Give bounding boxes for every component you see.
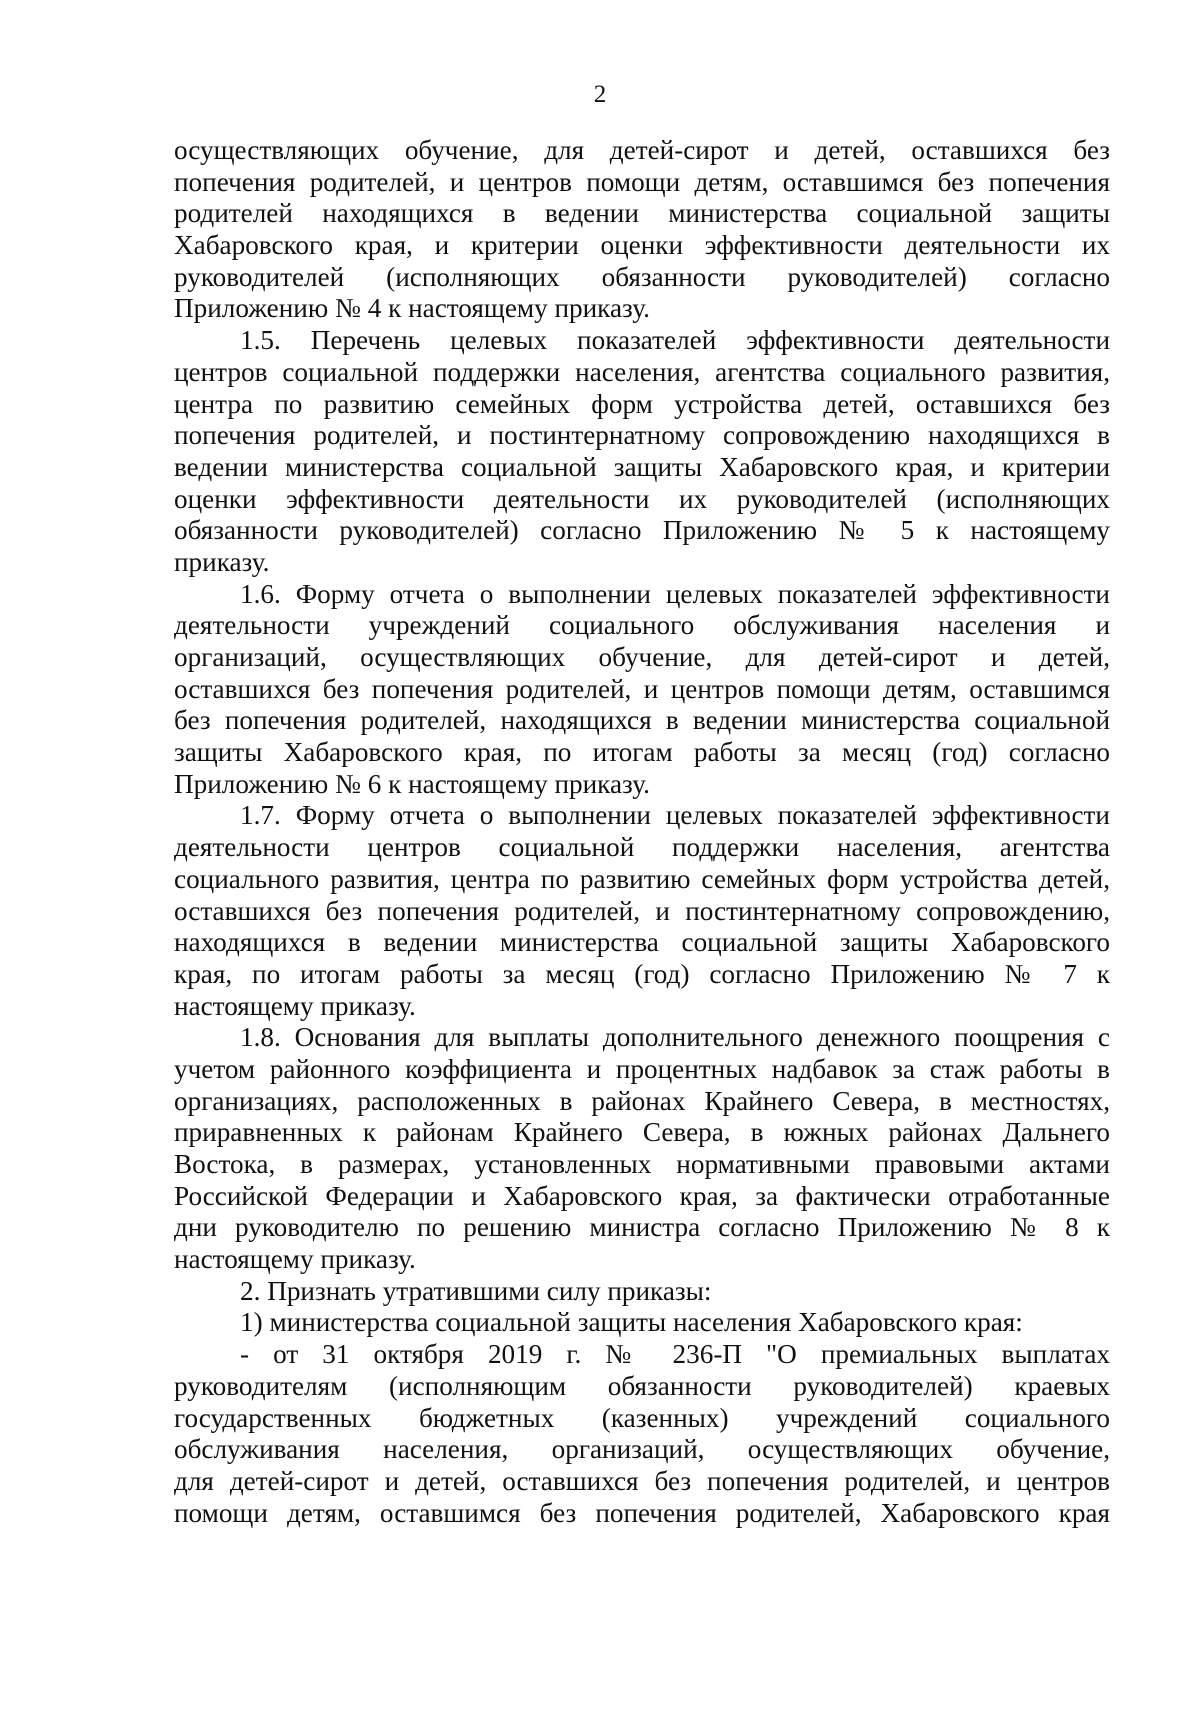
text-line: деятельности центров социальной поддержки населения, агентства	[174, 832, 1110, 863]
paragraph-item-2-1-a	[174, 1339, 1110, 1529]
text-line: государственных бюджетных (казенных) учреждений социального	[174, 1402, 1110, 1433]
text-line: осуществляющих обучение, для детей-сирот и детей, оставшихся без	[174, 135, 1110, 165]
text-line: Приложению № 4 к настоящему приказу.	[174, 293, 650, 324]
text-line: приравненных к районам Крайнего Севера, в южных районах Дальнего	[174, 1117, 1110, 1148]
text-line: попечения родителей, и центров помощи детям, оставшимся без попечения	[174, 166, 1110, 197]
text-line: 1) министерства социальной защиты населения Хабаровского края:	[240, 1307, 1023, 1338]
text-line: настоящему приказу.	[174, 1244, 416, 1275]
document-body	[174, 135, 1110, 1529]
text-line: настоящему приказу.	[174, 990, 416, 1021]
paragraph-item-1-7	[174, 800, 1110, 1022]
text-line: ведении министерства социальной защиты Хабаровского края, и критерии	[174, 451, 1110, 482]
page-number: 2	[593, 81, 607, 108]
text-line: руководителей (исполняющих обязанности руководителей) согласно	[174, 261, 1110, 292]
text-line: обслуживания населения, организаций, осуществляющих обучение,	[174, 1434, 1110, 1465]
text-line: центра по развитию семейных форм устройства детей, оставшихся без	[174, 388, 1110, 419]
text-line: оставшихся без попечения родителей, и постинтернатному сопровождению,	[174, 895, 1110, 926]
text-line: попечения родителей, и постинтернатному сопровождению находящихся в	[174, 420, 1110, 451]
text-line: оценки эффективности деятельности их руководителей (исполняющих	[174, 483, 1110, 514]
paragraph-item-2	[174, 1276, 1110, 1308]
text-line: 1.6. Форму отчета о выполнении целевых показателей эффективности	[240, 578, 1110, 609]
text-line: оставшихся без попечения родителей, и центров помощи детям, оставшимся	[174, 673, 1110, 704]
text-line: организаций, осуществляющих обучение, для детей-сирот и детей,	[174, 642, 1110, 672]
text-line: 1.5. Перечень целевых показателей эффективности деятельности	[240, 325, 1110, 356]
text-line: обязанности руководителей) согласно Приложению № 5 к настоящему	[174, 515, 1110, 546]
text-line: центров социальной поддержки населения, агентства социального развития,	[174, 356, 1110, 387]
text-line: для детей-сирот и детей, оставшихся без попечения родителей, и центров	[174, 1465, 1110, 1496]
text-line: родителей находящихся в ведении министерства социальной защиты	[174, 198, 1110, 229]
text-line: помощи детям, оставшимся без попечения родителей, Хабаровского края	[174, 1497, 1110, 1528]
paragraph-item-1-6	[174, 579, 1110, 801]
text-line: организациях, расположенных в районах Крайнего Севера, в местностях,	[174, 1085, 1110, 1116]
text-line: Российской Федерации и Хабаровского края, за фактически отработанные	[174, 1180, 1110, 1211]
paragraph-item-2-1	[174, 1307, 1110, 1339]
text-line: 1.7. Форму отчета о выполнении целевых показателей эффективности	[240, 800, 1110, 831]
text-line: 2. Признать утратившими силу приказы:	[240, 1275, 712, 1306]
text-line: деятельности учреждений социального обслуживания населения и	[174, 610, 1110, 641]
text-line: социального развития, центра по развитию семейных форм устройства детей,	[174, 863, 1110, 894]
text-line: Приложению № 6 к настоящему приказу.	[174, 768, 650, 799]
text-line: 1.8. Основания для выплаты дополнительного денежного поощрения с	[240, 1022, 1110, 1053]
text-line: края, по итогам работы за месяц (год) согласно Приложению № 7 к	[174, 958, 1110, 989]
text-line: учетом районного коэффициента и процентных надбавок за стаж работы в	[174, 1053, 1110, 1084]
text-line: защиты Хабаровского края, по итогам работы за месяц (год) согласно	[174, 737, 1110, 768]
text-line: приказу.	[174, 546, 270, 577]
paragraph-continuation	[174, 135, 1110, 325]
text-line: без попечения родителей, находящихся в ведении министерства социальной	[174, 705, 1110, 736]
paragraph-item-1-5	[174, 325, 1110, 579]
text-line: - от 31 октября 2019 г. № 236-П "О премиальных выплатах	[240, 1339, 1110, 1370]
text-line: дни руководителю по решению министра согласно Приложению № 8 к	[174, 1212, 1110, 1243]
text-line: руководителям (исполняющим обязанности руководителей) краевых	[174, 1370, 1110, 1401]
text-line: Хабаровского края, и критерии оценки эффективности деятельности их	[174, 230, 1110, 261]
paragraph-item-1-8	[174, 1022, 1110, 1276]
text-line: Востока, в размерах, установленных нормативными правовыми актами	[174, 1149, 1110, 1179]
text-line: находящихся в ведении министерства социальной защиты Хабаровского	[174, 927, 1110, 958]
